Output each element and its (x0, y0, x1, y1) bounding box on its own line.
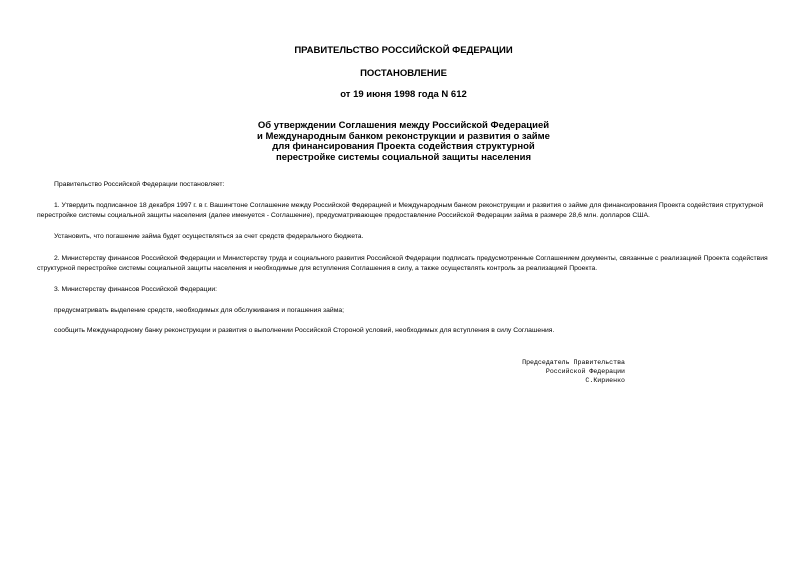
document-issuer: ПРАВИТЕЛЬСТВО РОССИЙСКОЙ ФЕДЕРАЦИИ (294, 45, 513, 56)
title-line: и Международным банком реконструкции и развития о займе (257, 130, 550, 142)
title-line: Об утверждении Соглашения между Российской Федерацией (257, 120, 550, 131)
paragraph-intro: Правительство Российской Федерации постановляет: (54, 181, 225, 188)
signature-position-org: Российской Федерации (545, 368, 625, 375)
signature-name: С.Кириенко (585, 377, 625, 384)
document-title (180, 121, 627, 163)
title-line: перестройке системы социальной защиты населения (275, 151, 532, 163)
paragraph-3: 3. Министерству финансов Российской Федерации: (54, 286, 218, 293)
paragraph-3-item-b: сообщить Международному банку реконструкции и развития о выполнении Российской Стороной условий, необходимых для вступления в силу Соглашения. (54, 327, 555, 334)
title-line: для финансирования Проекта содействия структурной (272, 141, 535, 152)
document-type: ПОСТАНОВЛЕНИЕ (360, 68, 447, 79)
paragraph-3-item-a: предусматривать выделение средств, необходимых для обслуживания и погашения займа; (54, 307, 345, 314)
signature-position: Председатель Правительства (522, 359, 625, 366)
paragraph-2: 2. Министерству финансов Российской Федерации и Министерству труда и социального развития Российской Федерации подписать предусмотренные Соглашением документы, связанные с реализацией Проекта содействия структурной перестройке системы социальной защиты населения и необходимые для вступления Соглашения в силу, а также осуществлять контроль за реализацией Проекта. (37, 255, 768, 272)
signature-block (522, 358, 625, 385)
paragraph-1-repayment: Установить, что погашение займа будет осуществляться за счет средств федерального бюджета. (54, 233, 364, 240)
paragraph-1: 1. Утвердить подписанное 18 декабря 1997 г. в г. Вашингтоне Соглашение между Российской Федерацией и Международным банком реконструкции и развития о займе для финансирования Проекта содействия структурной перестройке системы социальной защиты населения (далее именуется - Соглашение), предусматривающее предоставление Российской Федерации займа в размере 28,6 млн. долларов США. (37, 202, 764, 219)
document-date-number: от 19 июня 1998 года N 612 (340, 89, 467, 100)
